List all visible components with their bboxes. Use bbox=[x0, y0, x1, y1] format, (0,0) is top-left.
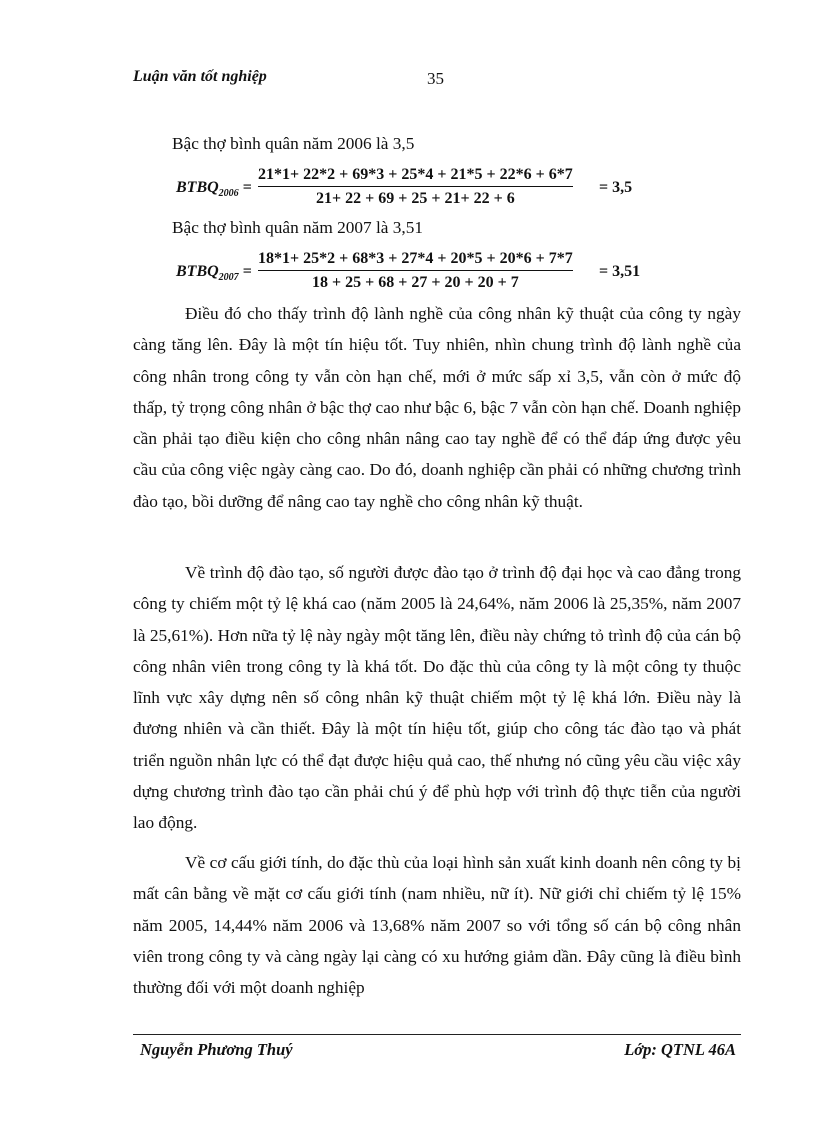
formula-2007-fraction-bar bbox=[258, 270, 573, 271]
formula-2006-fraction bbox=[258, 166, 573, 208]
footer-author: Nguyễn Phương Thuý bbox=[140, 1040, 293, 1059]
formula-2006-result: = 3,5 bbox=[599, 179, 633, 196]
formula-2007-lhs-symbol: BTBQ bbox=[176, 263, 219, 280]
formula-2007-numerator: 18*1+ 25*2 + 68*3 + 27*4 + 20*5 + 20*6 + 7*7 bbox=[258, 250, 573, 267]
formula-2006-lhs bbox=[176, 179, 252, 199]
paragraph-1: Điều đó cho thấy trình độ lành nghề của công nhân kỹ thuật của công ty ngày càng tăng lên. Đây là một tín hiệu tốt. Tuy nhiên, nhìn chung trình độ lành nghề của công nhân trong công ty vẫn còn hạn chế, mới ở mức sấp xỉ 3,5, vẫn còn ở mức độ thấp, tỷ trọng công nhân ở bậc thợ cao như bậc 6, bậc 7 vẫn còn hạn chế. Doanh nghiệp cần phải tạo điều kiện cho công nhân nâng cao tay nghề để có thể đáp ứng được yêu cầu của công việc ngày càng cao. Do đó, doanh nghiệp cần phải có những chương trình đào tạo, bồi dưỡng để nâng cao tay nghề cho công nhân kỹ thuật. bbox=[133, 304, 741, 511]
formula-2006-lhs-symbol: BTBQ bbox=[176, 179, 219, 196]
formula-2007-subscript: 2007 bbox=[218, 272, 239, 284]
header-title: Luận văn tốt nghiệp bbox=[133, 68, 267, 85]
text-line-2006: Bậc thợ bình quân năm 2006 là 3,5 bbox=[172, 134, 415, 153]
footer-class: Lớp: QTNL 46A bbox=[624, 1040, 736, 1059]
text-line-2007: Bậc thợ bình quân năm 2007 là 3,51 bbox=[172, 218, 424, 237]
formula-2007-lhs bbox=[176, 263, 252, 283]
formula-2006-subscript: 2006 bbox=[218, 188, 239, 200]
footer-rule bbox=[133, 1034, 741, 1035]
page-number: 35 bbox=[427, 69, 444, 88]
formula-2006-numerator: 21*1+ 22*2 + 69*3 + 25*4 + 21*5 + 22*6 + 6*7 bbox=[258, 166, 573, 183]
formula-2007-fraction bbox=[258, 250, 573, 292]
formula-2006-equals: = bbox=[242, 179, 252, 196]
formula-2007-result: = 3,51 bbox=[599, 263, 641, 280]
formula-2006-denominator: 21+ 22 + 69 + 25 + 21+ 22 + 6 bbox=[316, 190, 515, 207]
paragraph-3: Về cơ cấu giới tính, do đặc thù của loại hình sản xuất kinh doanh nên công ty bị mất cân bằng về mặt cơ cấu giới tính (nam nhiều, nữ ít). Nữ giới chỉ chiếm tỷ lệ 15% năm 2005, 14,44% năm 2006 và 13,68% năm 2007 so với tổng số cán bộ công nhân viên trong công ty và càng ngày lại càng có xu hướng giảm dần. Đây cũng là điều bình thường đối với một doanh nghiệp bbox=[133, 853, 741, 998]
formula-2007-denominator: 18 + 25 + 68 + 27 + 20 + 20 + 7 bbox=[312, 274, 519, 291]
paragraph-2: Về trình độ đào tạo, số người được đào tạo ở trình độ đại học và cao đẳng trong công ty chiếm một tỷ lệ khá cao (năm 2005 là 24,64%, năm 2006 là 25,35%, năm 2007 là 25,61%). Hơn nữa tỷ lệ này ngày một tăng lên, điều này chứng tỏ trình độ của cán bộ công nhân viên trong công ty là khá tốt. Do đặc thù của công ty là một công ty thuộc lĩnh vực xây dựng nên số công nhân kỹ thuật chiếm một tỷ lệ khá lớn. Điều này là đương nhiên và cần thiết. Đây là một tín hiệu tốt, giúp cho công tác đào tạo và phát triển nguồn nhân lực có thể đạt được hiệu quả cao, thế nhưng nó cũng yêu cầu việc xây dựng chương trình đào tạo cần phải chú ý để phù hợp với trình độ thực tiễn của người lao động. bbox=[133, 563, 741, 833]
formula-2007-equals: = bbox=[242, 263, 252, 280]
formula-2006-fraction-bar bbox=[258, 186, 573, 187]
